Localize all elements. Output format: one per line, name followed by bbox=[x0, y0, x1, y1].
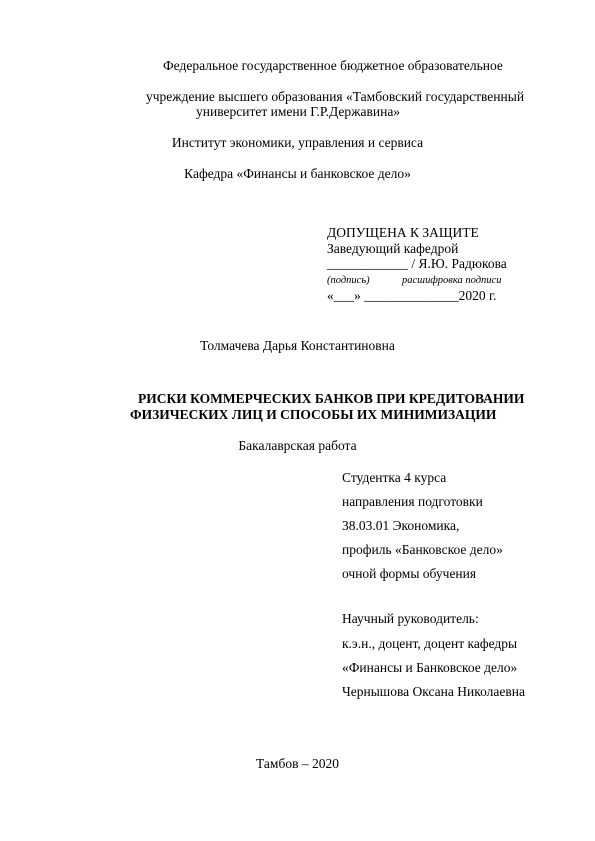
thesis-title-line-1: РИСКИ КОММЕРЧЕСКИХ БАНКОВ ПРИ КРЕДИТОВАНИИ bbox=[138, 391, 525, 406]
supervisor-info-line: Чернышова Оксана Николаевна bbox=[342, 684, 525, 699]
approval-signature-line: ____________ / Я.Ю. Радюкова bbox=[327, 256, 507, 271]
student-info-line: 38.03.01 Экономика, bbox=[342, 518, 460, 533]
university-line-2: учреждение высшего образования «Тамбовский государственный bbox=[146, 89, 525, 104]
institute-name: Институт экономики, управления и сервиса bbox=[171, 135, 424, 150]
approval-caption-signature: (подпись) bbox=[327, 275, 370, 286]
approval-title: ДОПУЩЕНА К ЗАЩИТЕ bbox=[327, 225, 479, 240]
supervisor-info-line: Научный руководитель: bbox=[342, 611, 479, 626]
work-type: Бакалаврская работа bbox=[238, 438, 357, 453]
student-info-line: профиль «Банковское дело» bbox=[342, 542, 503, 557]
thesis-title-line-2: ФИЗИЧЕСКИХ ЛИЦ И СПОСОБЫ ИХ МИНИМИЗАЦИИ bbox=[130, 407, 497, 422]
university-line-1: Федеральное государственное бюджетное образовательное bbox=[163, 58, 503, 73]
city-year: Тамбов – 2020 bbox=[256, 756, 339, 771]
student-info-line: направления подготовки bbox=[342, 494, 483, 509]
department-name: Кафедра «Финансы и банковское дело» bbox=[184, 166, 411, 181]
student-info-line: очной формы обучения bbox=[342, 566, 477, 581]
student-info-line: Студентка 4 курса bbox=[342, 470, 447, 485]
approval-date-line: «___» ______________2020 г. bbox=[327, 288, 497, 303]
approval-head-role: Заведующий кафедрой bbox=[327, 241, 459, 256]
author-name: Толмачева Дарья Константиновна bbox=[200, 338, 395, 353]
approval-caption-decoding: расшифровка подписи bbox=[402, 275, 502, 286]
university-line-3: университет имени Г.Р.Державина» bbox=[196, 104, 401, 119]
supervisor-info-line: к.э.н., доцент, доцент кафедры bbox=[342, 636, 518, 651]
supervisor-info-line: «Финансы и Банковское дело» bbox=[342, 660, 518, 675]
